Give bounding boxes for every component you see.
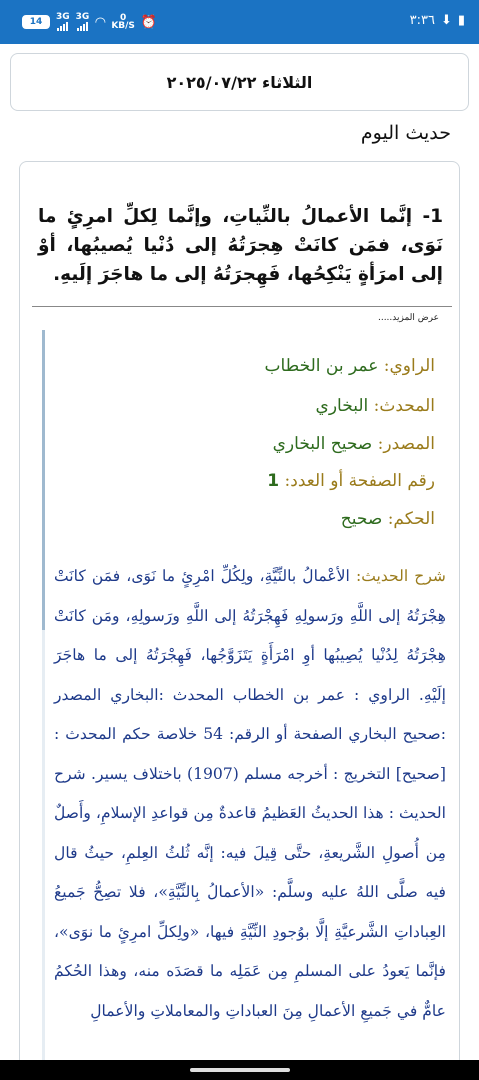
ruling-value: صحيح: [340, 509, 383, 529]
ruling-label: الحكم:: [387, 509, 435, 529]
signal-icon-2: [76, 13, 90, 31]
divider: [32, 306, 452, 307]
date-text: الثلاثاء ٢٠٢٥/٠٧/٢٢: [166, 72, 313, 92]
home-gesture-handle[interactable]: [190, 1068, 290, 1072]
data-speed: [111, 14, 135, 30]
signal-icon: [56, 13, 70, 31]
narrator-value: عمر بن الخطاب: [264, 356, 379, 376]
page-number-value: 1: [267, 471, 280, 491]
date-card: [10, 53, 469, 111]
muhaddith-value: البخاري: [315, 396, 369, 416]
status-bar-right-group: [410, 13, 465, 28]
sharh-label: شرح الحديث:: [355, 567, 447, 585]
data-speed-value: 0: [119, 13, 127, 23]
battery-level: 14: [29, 17, 43, 27]
narrator-label: الراوي:: [383, 356, 435, 376]
section-title: حديث اليوم: [360, 122, 451, 144]
hadith-card: [19, 161, 460, 1080]
muhaddith-row: [316, 396, 435, 416]
sharh-text: [54, 557, 446, 1031]
notification-icon: ▮: [457, 13, 465, 28]
page-number-label: رقم الصفحة أو العدد:: [284, 471, 435, 491]
download-icon: ⬇: [440, 13, 452, 28]
source-row: [273, 434, 435, 454]
hadith-text: 1- إنَّما الأعمالُ بالنِّياتِ، وإنَّما لِكلِّ امرِئٍ ما نَوَى، فمَن كانَتْ هِجرَتُهُ إلى دُنْيا يُصيبُها، أوْ إلى امرَأةٍ يَنْكِحُها، فَهِجرَتُهُ إلى ما هاجَرَ إلَيهِ.: [38, 206, 443, 285]
ruling-row: [341, 509, 435, 529]
battery-icon: [22, 15, 50, 29]
muhaddith-label: المحدث:: [373, 396, 435, 416]
data-speed-unit: KB/S: [111, 21, 135, 31]
wifi-icon: ◠: [95, 14, 106, 30]
navigation-bar: [0, 1060, 479, 1080]
sharh-body: الأعْمالُ بالنِّيَّةِ، ولِكُلِّ امْرِئٍ ما نَوَى، فمَن كانَتْ هِجْرَتُهُ إلى اللَّهِ ورَسولِهِ فَهِجْرَتُهُ إلى اللَّهِ ورَسولِهِ، ومَن كانَتْ هِجْرَتُهُ لِدُنْيا يُصِيبُها أوِ امْرَأَةٍ يَتَزَوَّجُها، فَهِجْرَتُهُ إلى ما هاجَرَ إلَيْهِ. الراوي : عمر بن الخطاب المحدث :البخاري المصدر :صحيح البخاري الصفحة أو الرقم: 54 خلاصة حكم المحدث : [صحيح] التخريج : أخرجه مسلم (1907) باختلاف يسير. شرح الحديث : هذا الحديثُ العَظيمُ قاعدةٌ مِن قواعدِ الإسلامِ، وأَصلٌ مِن أُصولِ الشَّريعةِ، حتَّى قِيلَ فيه: إنَّه ثُلثُ العِلمِ، حيثُ قال فيه صلَّى اللهُ عليه وسلَّم: «الأعمالُ بِالنِّيَّةِ»، فلا تصِحُّ جَميعُ العِباداتِ الشَّرعيَّةِ إلَّا بوُجودِ النِّيَّةِ فيها، «ولِكلِّ امرِئٍ ما نوَى»، فإنَّما يَعودُ على المسلمِ مِن عَمَلِه ما قصَدَه منه، وهذا الحُكمُ عامٌّ في جَميعِ الأعمالِ مِنَ العباداتِ والمعاملاتِ والأعمالِ: [54, 567, 446, 1020]
status-bar-left-group: [22, 13, 157, 31]
status-bar: [0, 0, 479, 44]
alarm-icon: ⏰: [140, 14, 158, 30]
narrator-row: [265, 356, 436, 376]
network-type-1: 3G: [56, 12, 70, 22]
time-text: ٣:٣٦: [409, 13, 435, 28]
source-label: المصدر:: [377, 434, 435, 454]
page-number-row: [267, 471, 435, 491]
show-more-link[interactable]: عرض المزيد.....: [377, 313, 439, 323]
network-type-2: 3G: [75, 12, 90, 22]
scrollbar-thumb[interactable]: [42, 330, 45, 630]
source-value: صحيح البخاري: [272, 434, 373, 454]
